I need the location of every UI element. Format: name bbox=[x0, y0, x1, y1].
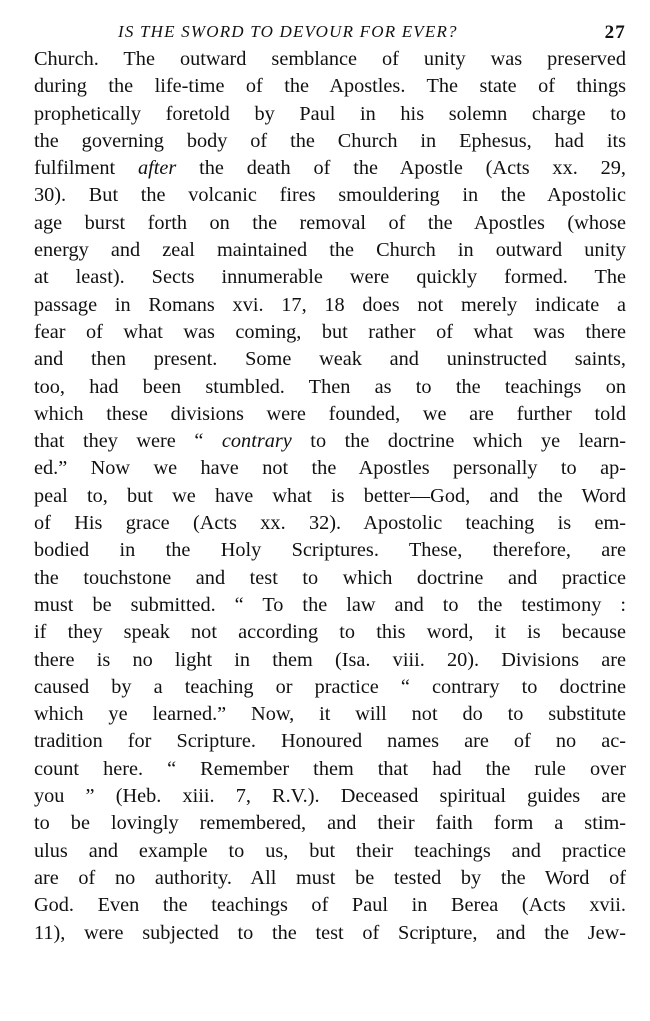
text-line: of His grace (Acts xx. 32). Apostolic teaching is em- bbox=[34, 512, 626, 535]
text-line: must be submitted. “ To the law and to the testimony : bbox=[34, 593, 626, 616]
text-line: prophetically foretold by Paul in his solemn charge to bbox=[34, 102, 626, 125]
italic-text: contrary bbox=[221, 430, 292, 453]
text-span: to the doctrine which ye learn- bbox=[291, 430, 626, 453]
text-line: God. Even the teachings of Paul in Berea (Acts xvii. bbox=[34, 894, 626, 917]
text-line: passage in Romans xvi. 17, 18 does not merely indicate a bbox=[34, 293, 626, 316]
italic-text: after bbox=[137, 157, 177, 180]
text-line bbox=[34, 428, 626, 455]
text-line: to be lovingly remembered, and their faith form a stim- bbox=[34, 812, 626, 835]
text-line: there is no light in them (Isa. viii. 20). Divisions are bbox=[34, 648, 626, 671]
page-header bbox=[118, 22, 626, 48]
text-line: age burst forth on the removal of the Apostles (whose bbox=[34, 211, 626, 234]
text-line: peal to, but we have what is better—God, and the Word bbox=[34, 484, 626, 507]
text-line: the touchstone and test to which doctrine and practice bbox=[34, 566, 626, 589]
text-line: which ye learned.” Now, it will not do to substitute bbox=[34, 703, 626, 726]
text-line: too, had been stumbled. Then as to the teachings on bbox=[34, 375, 626, 398]
page-number: 27 bbox=[604, 22, 626, 43]
text-line: ulus and example to us, but their teachings and practice bbox=[34, 839, 626, 862]
text-line: if they speak not according to this word, it is because bbox=[34, 621, 626, 644]
text-span: the death of the Apostle (Acts xx. 29, bbox=[176, 157, 626, 180]
text-line: Church. The outward semblance of unity was preserved bbox=[34, 48, 626, 70]
text-span: fulfilment bbox=[34, 157, 138, 180]
text-line bbox=[34, 155, 626, 182]
text-line: at least). Sects innumerable were quickly formed. The bbox=[34, 266, 626, 289]
text-line: count here. “ Remember them that had the rule over bbox=[34, 757, 626, 780]
running-title: IS THE SWORD TO DEVOUR FOR EVER? bbox=[118, 22, 458, 41]
text-line: are of no authority. All must be tested by the Word of bbox=[34, 866, 626, 889]
body-text bbox=[34, 46, 626, 947]
text-line: fear of what was coming, but rather of what was there bbox=[34, 320, 626, 343]
text-line: which these divisions were founded, we are further told bbox=[34, 402, 626, 425]
text-line: bodied in the Holy Scriptures. These, therefore, are bbox=[34, 539, 626, 562]
text-line: ed.” Now we have not the Apostles personally to ap- bbox=[34, 457, 626, 480]
text-line: you ” (Heb. xiii. 7, R.V.). Deceased spiritual guides are bbox=[34, 785, 626, 808]
text-line: tradition for Scripture. Honoured names are of no ac- bbox=[34, 730, 626, 753]
text-line: and then present. Some weak and uninstructed saints, bbox=[34, 348, 626, 371]
text-line: the governing body of the Church in Ephesus, had its bbox=[34, 129, 626, 152]
text-span: that they were “ bbox=[34, 430, 222, 453]
text-line: energy and zeal maintained the Church in outward unity bbox=[34, 239, 626, 262]
text-line: 30). But the volcanic fires smouldering in the Apostolic bbox=[34, 184, 626, 207]
text-line: caused by a teaching or practice “ contrary to doctrine bbox=[34, 675, 626, 698]
text-line: during the life-time of the Apostles. The state of things bbox=[34, 75, 626, 98]
text-line: 11), were subjected to the test of Scripture, and the Jew- bbox=[34, 921, 626, 944]
